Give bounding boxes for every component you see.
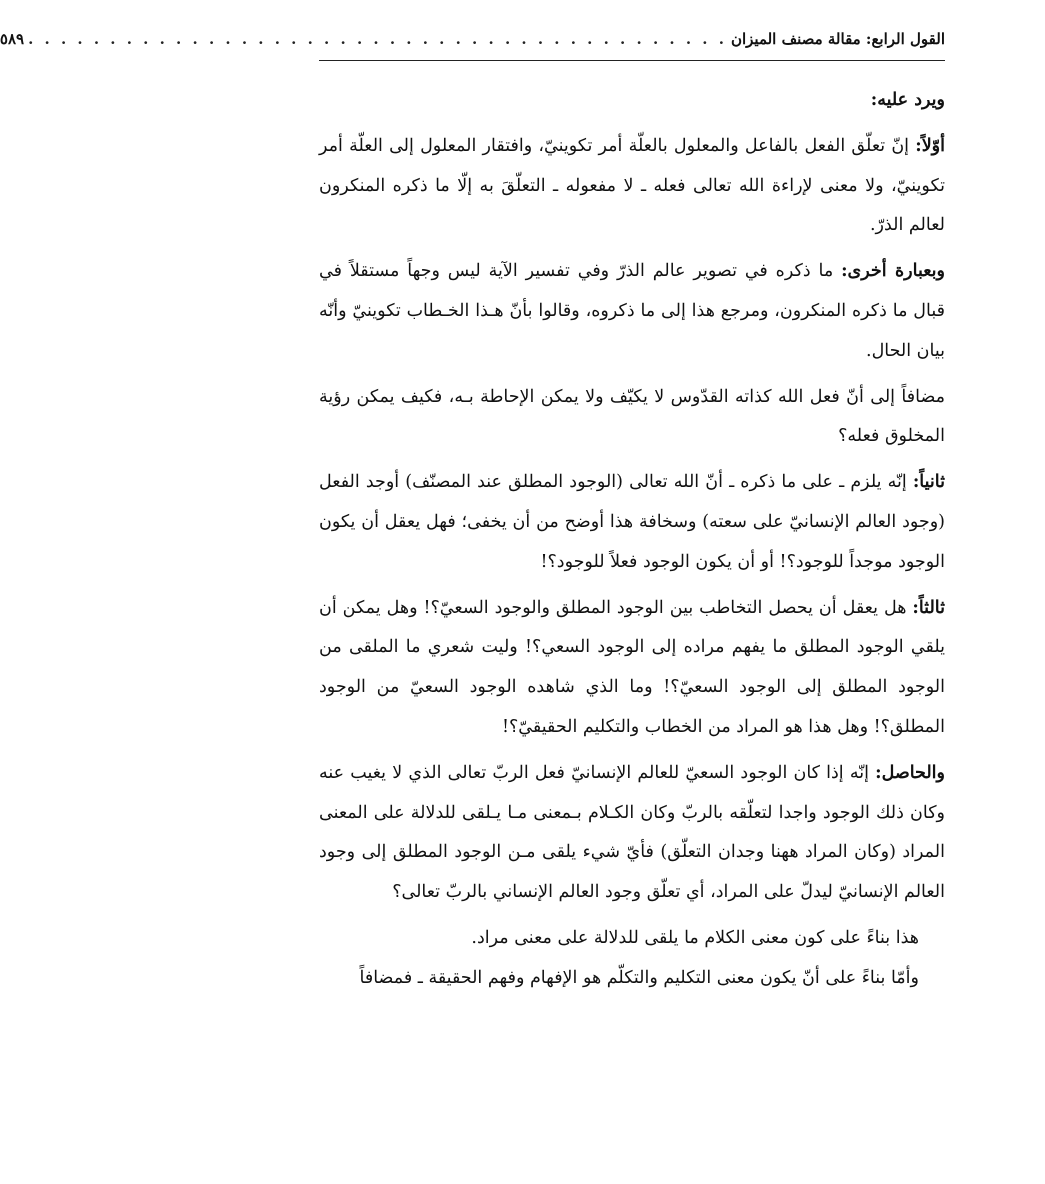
paragraph-text: إنّ تعلّق الفعل بالفاعل والمعلول بالعلّة أمر تكوينيّ، وافتقار المعلول إلى العلّة أمر تكوينيّ، ولا معنى لإراءة الله تعالى فعله ـ لا مفعوله ـ التعلّقَ به إلّا ما ذكره المنكرون لعالم الذرّ. bbox=[319, 135, 945, 236]
paragraph-text: ما ذكره في تصوير عالم الذرّ وفي تفسير الآية ليس وجهاً مستقلاً في قبال ما ذكره المنكرون، ومرجع هذا إلى ما ذكروه، وقالوا بأنّ هـذا الخـطاب تكوينيّ وأنّه بيان الحال. bbox=[319, 261, 945, 361]
paragraph-text: إنّه يلزم ـ على ما ذكره ـ أنّ الله تعالى (الوجود المطلق عند المصنّف) أوجد الفعل (وجود العالم الإنسانيّ على سعته) وسخافة هذا أوضح من أن يخفى؛ فهل يعقل أن يكون الوجود موجداً للوجود؟! أو أن يكون الوجود فعلاً للوجود؟! bbox=[319, 472, 946, 572]
paragraph-second bbox=[319, 463, 945, 582]
paragraph-objection-intro bbox=[319, 81, 945, 121]
paragraph-text: وأمّا بناءً على أنّ يكون معنى التكليم والتكلّم هو الإفهام وفهم الحقيقة ـ فمضافاً bbox=[359, 967, 919, 988]
paragraph-text: إنّه إذا كان الوجود السعيّ للعالم الإنسانيّ فعل الربّ تعالى الذي لا يغيب عنه وكان ذلك الوجود واجدا لتعلّقه بالربّ وكان الكـلام بـمعنى مـا يـلقى للدلالة على المعنى المراد (وكان المراد ههنا وجدان التعلّق) فأيّ شيء يلقى مـن الوجود المطلق إلى وجود العالم الإنسانيّ ليدلّ على المراد، أي تعلّق وجود العالم الإنساني بالربّ تعالى؟ bbox=[319, 762, 945, 903]
page-number: ٥٨٩ bbox=[0, 30, 25, 48]
paragraph-lead: ثالثاً: bbox=[912, 597, 945, 618]
paragraph-first bbox=[319, 127, 945, 246]
body-text bbox=[319, 81, 945, 999]
leader-dots: . . . . . . . . . . . . . . . . . . . . . . . . . . . . . . . . . . . . . . . . . . . bbox=[28, 30, 727, 48]
paragraph-additionally bbox=[319, 378, 945, 458]
paragraph-third bbox=[319, 589, 945, 748]
paragraph-lead: وبعبارة أخرى: bbox=[841, 261, 945, 282]
book-page bbox=[0, 30, 946, 999]
chapter-title: القول الرابع: مقالة مصنف الميزان bbox=[730, 30, 945, 48]
paragraph-text: هل يعقل أن يحصل التخاطب بين الوجود المطلق والوجود السعيّ؟! وهل يمكن أن يلقي الوجود المطلق ما يفهم مراده إلى الوجود السعي؟! وليت شعري ما الملقى من الوجود المطلق إلى الوجود السعيّ؟! وما الذي شاهده الوجود السعيّ من الوجود المطلق؟! وهل هذا هو المراد من الخطاب والتكليم الحقيقيّ؟! bbox=[319, 597, 945, 737]
paragraph-conclusion bbox=[319, 754, 945, 913]
paragraph-lead: أوّلاً: bbox=[915, 135, 945, 156]
paragraph-text: هذا بناءً على كون معنى الكلام ما يلقى للدلالة على معنى مراد. bbox=[471, 927, 919, 948]
paragraph-lead: والحاصل: bbox=[875, 762, 945, 783]
paragraph-text: مضافاً إلى أنّ فعل الله كذاته القدّوس لا يكيّف ولا يمكن الإحاطة بـه، فكيف يمكن رؤية المخلوق فعله؟ bbox=[319, 386, 945, 447]
paragraph-as-for bbox=[319, 959, 945, 999]
paragraph-in-other-words bbox=[319, 252, 945, 371]
running-header bbox=[0, 30, 945, 61]
paragraph-lead: ويرد عليه: bbox=[870, 90, 945, 110]
paragraph-this-is-based bbox=[319, 919, 945, 959]
paragraph-lead: ثانياً: bbox=[912, 472, 945, 493]
